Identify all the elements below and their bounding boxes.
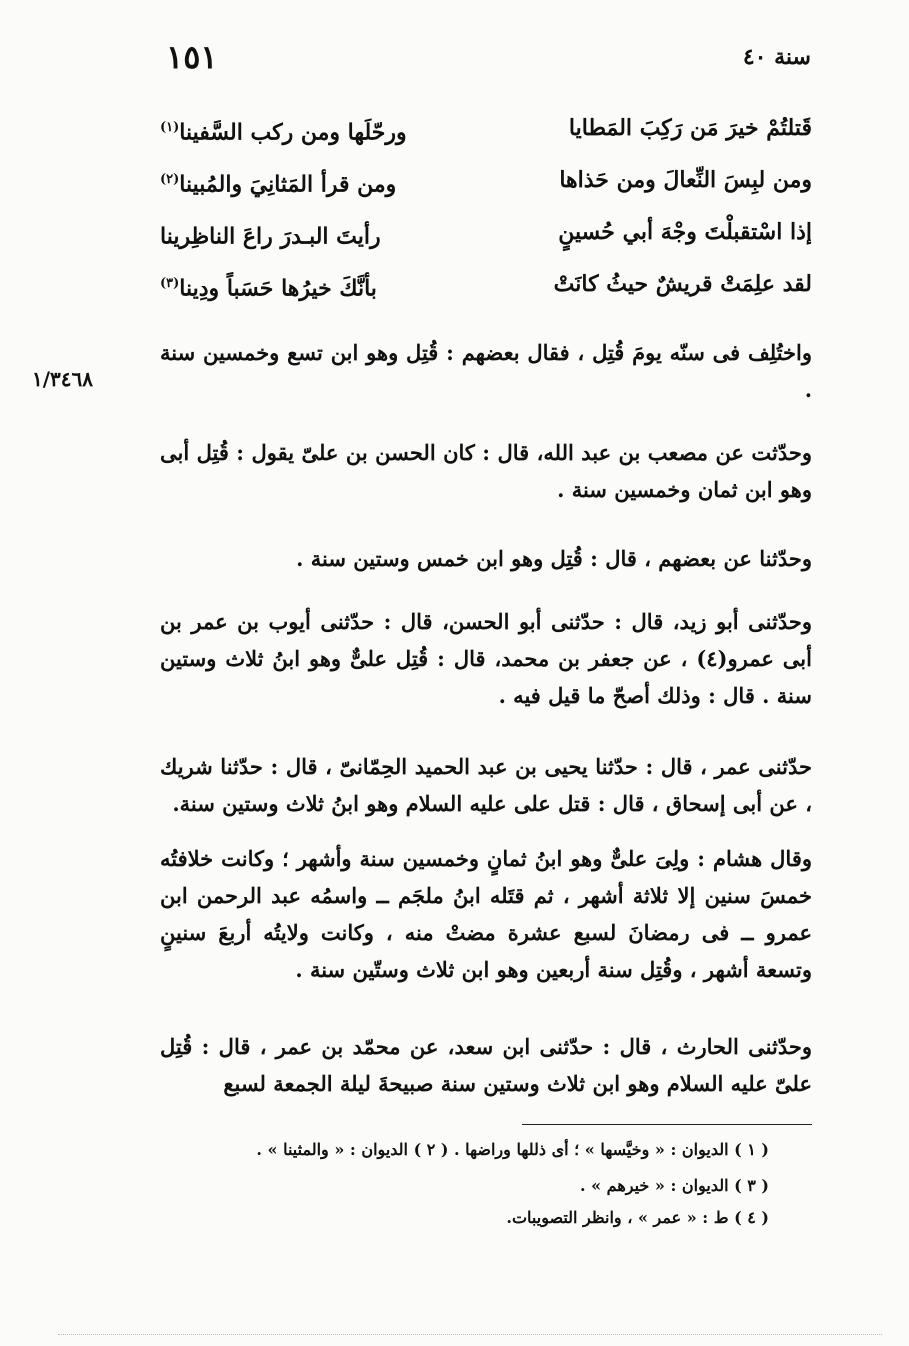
verse-first-hemistich: إذا اسْتقبلْتَ وجْهَ أبي حُسينٍ bbox=[558, 219, 812, 245]
paragraph: وحدّثت عن مصعب بن عبد الله، قال : كان الحسن بن علىّ يقول : قُتِل أبى وهو ابن ثمان وخمسين سنة . bbox=[160, 440, 812, 502]
paragraph: وحدّثنى الحارث ، قال : حدّثنى ابن سعد، عن محمّد بن عمر ، قال : قُتِل علىّ عليه السلام وهو ابن ثلاث وستين سنة صبيحةَ ليلة الجمعة لسبع bbox=[160, 1034, 812, 1096]
footnote-marker: (٣) bbox=[160, 276, 180, 291]
footnote-separator bbox=[522, 1124, 812, 1125]
footnote-marker: (٢) bbox=[160, 172, 180, 187]
running-title: سنة ٤٠ bbox=[742, 44, 811, 70]
footnote-marker: (١) bbox=[160, 120, 180, 135]
verse-line bbox=[160, 264, 812, 316]
verse-line bbox=[160, 108, 812, 160]
margin-reference: ١/٣٤٦٨ bbox=[32, 367, 94, 391]
verse-first-hemistich: لقد علِمَتْ قريشٌ حيثُ كانَتْ bbox=[553, 271, 812, 297]
page-edge-line bbox=[58, 1334, 882, 1335]
footnote: ( ١ ) الديوان : « وخيَّسها » ؛ أى ذللها وراضها . ( ٢ ) الديوان : « والمثينا » . bbox=[256, 1140, 769, 1159]
verse-second-hemistich bbox=[160, 264, 377, 308]
footnote: ( ٤ ) ط : « عمر » ، وانظر التصويبات. bbox=[506, 1208, 769, 1227]
verse-second-hemistich bbox=[160, 212, 381, 256]
verse-first-hemistich: ومن لبِسَ النِّعالَ ومن حَذاها bbox=[559, 167, 812, 193]
verse-second-text: ومن قرأ المَثانِيَ والمُبينا bbox=[179, 171, 397, 198]
paragraph: وحدّثنا عن بعضهم ، قال : قُتِل وهو ابن خمس وستين سنة . bbox=[296, 546, 812, 571]
paragraph: حدّثنى عمر ، قال : حدّثنا يحيى بن عبد الحميد الحِمّانىّ ، قال : حدّثنا شريك ، عن أبى إسحاق ، قال : قتل على عليه السلام وهو ابنُ ثلاث وستين سنة. bbox=[160, 754, 812, 816]
poem-verses bbox=[160, 108, 812, 316]
page-number: ١٥١ bbox=[166, 38, 218, 76]
paragraph: وقال هشام : ولِىَ علىٌّ وهو ابنُ ثمانٍ وخمسين سنة وأشهر ؛ وكانت خلافتُه خمسَ سنين إلا ثلاثة أشهر ، ثم قتَله ابنُ ملجَم ــ واسمُه عبد الرحمن ابن عمرو ــ فى رمضانَ لسبع عشرة مضتْ منه ، وكانت ولايتُه أربعَ سنينٍ وتسعة أشهر ، وقُتِل سنة أربعين وهو ابن ثلاث وستّين سنة . bbox=[160, 846, 812, 982]
verse-line bbox=[160, 160, 812, 212]
verse-first-hemistich: قَتلتُمْ خيرَ مَن رَكِبَ المَطايا bbox=[568, 115, 812, 141]
paragraph: وحدّثنى أبو زيد، قال : حدّثنى أبو الحسن، قال : حدّثنى أيوب بن عمر بن أبى عمرو(٤) ، عن جعفر بن محمد، قال : قُتِل علىٌّ وهو ابنُ ثلاث وستين سنة . قال : وذلك أصحّ ما قيل فيه . bbox=[160, 609, 812, 708]
verse-second-text: رأيتَ البـدرَ راعَ الناظِرينا bbox=[160, 223, 381, 250]
verse-second-text: ورحّلَها ومن ركب السَّفينا bbox=[179, 119, 407, 146]
verse-second-hemistich bbox=[160, 108, 407, 152]
verse-line bbox=[160, 212, 812, 264]
paragraph: واختُلِف فى سنّه يومَ قُتِل ، فقال بعضهم : قُتِل وهو ابن تسع وخمسين سنة . bbox=[160, 340, 812, 402]
verse-second-hemistich bbox=[160, 160, 396, 204]
verse-second-text: بأنَّكَ خيرُها حَسَباً ودِينا bbox=[179, 275, 377, 302]
footnote: ( ٣ ) الديوان : « خيرهم » . bbox=[579, 1176, 769, 1195]
